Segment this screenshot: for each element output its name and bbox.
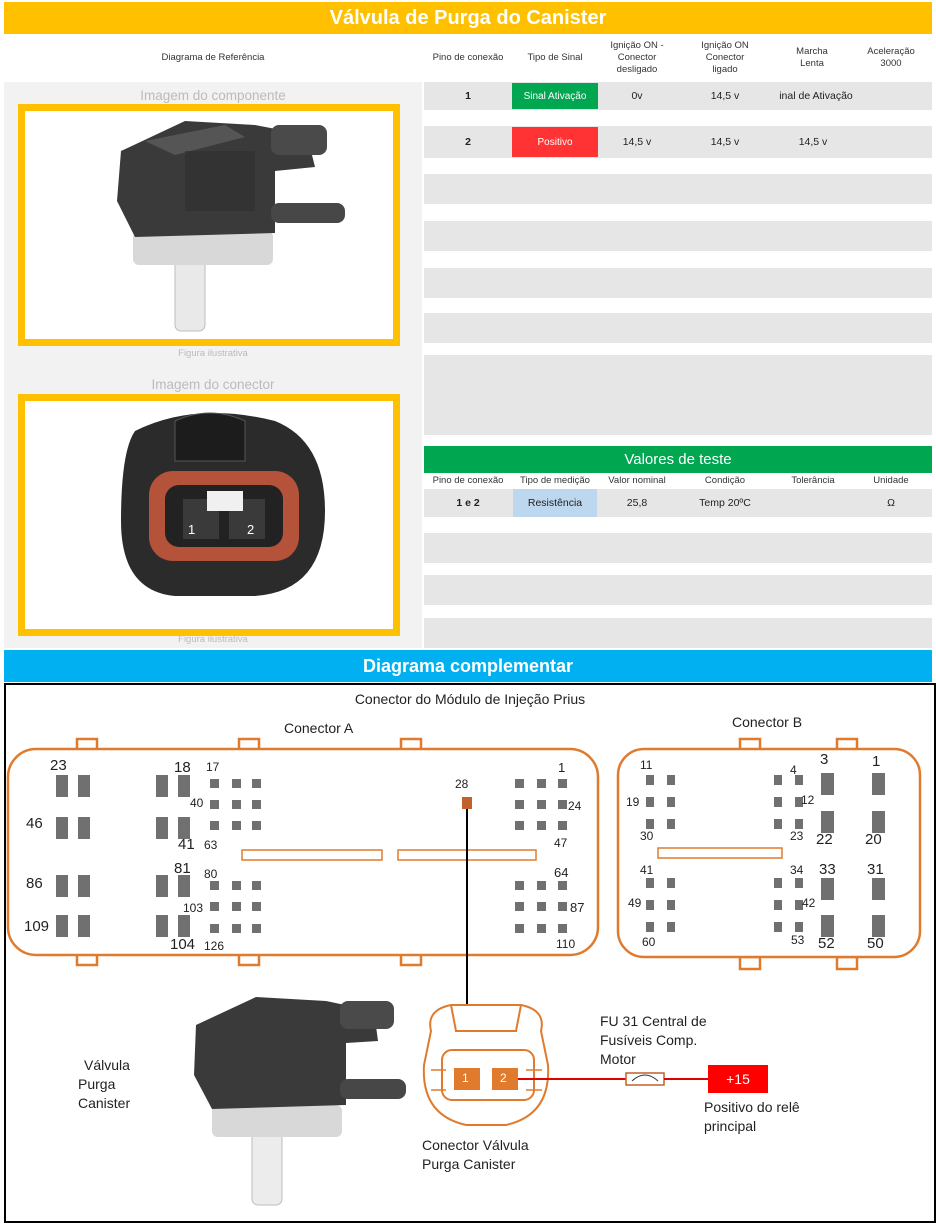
plug-label: Purga Canister xyxy=(422,1156,516,1172)
row1-ign-off: 0v xyxy=(631,90,643,102)
pin-label: 81 xyxy=(174,860,191,877)
test-h-pino: Pino de conexão xyxy=(432,475,504,486)
empty-row xyxy=(424,533,932,563)
signal-type-badge: Sinal Ativação xyxy=(512,83,598,109)
pin-label: 80 xyxy=(204,867,218,881)
test-nominal: 25,8 xyxy=(626,497,648,509)
connector-a-title: Conector A xyxy=(284,720,354,736)
pin-label: 31 xyxy=(867,861,884,878)
pin-label: 20 xyxy=(865,831,882,848)
pin-label: 104 xyxy=(170,936,196,953)
wiring-diagram xyxy=(4,683,936,1223)
page-title: Válvula de Purga do Canister xyxy=(4,2,932,34)
row2-marcha: 14,5 v xyxy=(798,136,828,148)
pin-label: 3 xyxy=(820,751,829,768)
pin-label: 1 xyxy=(558,760,566,775)
test-tipo-badge: Resistência xyxy=(513,489,597,517)
pin-label: 42 xyxy=(802,896,816,910)
diagram-title-bar: Diagrama complementar xyxy=(4,650,932,682)
header-ign-on: Ignição ON Conector ligado xyxy=(701,40,749,75)
pin-label: 40 xyxy=(190,796,204,810)
pin-label: 63 xyxy=(204,838,218,852)
pin-label: 87 xyxy=(570,900,585,915)
header-tipo: Tipo de Sinal xyxy=(527,52,583,63)
connector-pin-1-label: 1 xyxy=(188,522,196,537)
pin-label: 24 xyxy=(568,799,582,813)
row2-ign-on: 14,5 v xyxy=(710,136,740,148)
pin-label: 86 xyxy=(26,875,43,892)
pin-label: 47 xyxy=(554,836,568,850)
plug-pin-2: 2 xyxy=(500,1071,507,1085)
pin-label: 60 xyxy=(642,935,656,949)
pin-label: 23 xyxy=(50,757,67,774)
test-pino: 1 e 2 xyxy=(456,497,480,509)
pin-label: 17 xyxy=(206,760,220,774)
header-marcha: Marcha Lenta xyxy=(796,46,828,69)
pin-label: 52 xyxy=(818,935,835,952)
connector-image-frame xyxy=(18,394,400,636)
empty-row xyxy=(424,268,932,298)
power-label: +15 xyxy=(726,1071,750,1087)
pin-label: 64 xyxy=(554,865,569,880)
diagram-title: Conector do Módulo de Injeção Prius xyxy=(354,691,586,707)
figure-caption-2: Figura ilustrativa xyxy=(178,634,248,645)
test-h-cond: Condição xyxy=(704,475,746,486)
pin-label: 30 xyxy=(640,829,654,843)
pin-label: 49 xyxy=(628,896,642,910)
relay-label: Positivo do relê xyxy=(704,1099,800,1115)
test-values-title: Valores de teste xyxy=(424,446,932,473)
pin-label: 53 xyxy=(791,933,805,947)
pin-label: 46 xyxy=(26,815,43,832)
pin-label: 33 xyxy=(819,861,836,878)
empty-row xyxy=(424,174,932,204)
valve-label: Purga xyxy=(78,1076,116,1092)
fuse-label: Fusíveis Comp. xyxy=(600,1032,698,1048)
pin-label: 19 xyxy=(626,795,640,809)
pin-label: 34 xyxy=(790,863,804,877)
fuse-label: FU 31 Central de xyxy=(600,1013,707,1029)
purge-valve-image xyxy=(25,111,393,339)
connector-caption: Imagem do conector xyxy=(151,377,275,392)
pin-label: 22 xyxy=(816,831,833,848)
empty-row xyxy=(424,313,932,343)
purge-valve-diagram-image xyxy=(194,997,406,1205)
pin-label: 12 xyxy=(801,793,815,807)
figure-caption-1: Figura ilustrativa xyxy=(178,348,248,359)
pin-label: 41 xyxy=(178,836,195,853)
relay-label: principal xyxy=(704,1118,757,1134)
pin-label: 11 xyxy=(640,758,653,772)
pin-label: 41 xyxy=(640,863,654,877)
connector-a-outline xyxy=(8,739,598,965)
test-cond: Temp 20ºC xyxy=(699,497,751,509)
test-h-unid: Unidade xyxy=(873,475,909,486)
signal-type-badge: Positivo xyxy=(512,127,598,157)
header-pino: Pino de conexão xyxy=(432,52,504,63)
empty-row xyxy=(424,221,932,251)
test-unid: Ω xyxy=(887,497,895,509)
header-ign-off: Ignição ON - Conector desligado xyxy=(610,40,664,75)
connector-image xyxy=(25,401,393,629)
valve-label: Válvula xyxy=(84,1057,130,1073)
connector-pin-2-label: 2 xyxy=(247,522,255,537)
empty-row xyxy=(424,618,932,648)
valve-connector-plug xyxy=(424,1005,548,1125)
empty-row xyxy=(424,355,932,435)
plug-pin-1: 1 xyxy=(462,1071,469,1085)
pin-label: 28 xyxy=(455,777,469,791)
fuse-label: Motor xyxy=(600,1051,636,1067)
pin-label: 18 xyxy=(174,759,191,776)
component-image-frame xyxy=(18,104,400,346)
row1-ign-on: 14,5 v xyxy=(710,90,740,102)
pin-label: 126 xyxy=(204,939,225,953)
header-ref: Diagrama de Referência xyxy=(161,52,265,63)
pin-28-marker xyxy=(462,797,472,809)
plug-label: Conector Válvula xyxy=(422,1137,529,1153)
pin-2-cell: 2 xyxy=(465,136,471,148)
test-h-tipo: Tipo de medição xyxy=(520,475,590,486)
row1-marcha: inal de Ativação xyxy=(779,90,853,102)
pin-label: 103 xyxy=(183,901,204,915)
valve-label: Canister xyxy=(78,1095,131,1111)
pin-label: 23 xyxy=(790,829,804,843)
test-h-tol: Tolerância xyxy=(791,475,835,486)
empty-row xyxy=(424,575,932,605)
header-acel: Aceleração 3000 xyxy=(867,46,915,69)
row2-ign-off: 14,5 v xyxy=(622,136,652,148)
pin-label: 50 xyxy=(867,935,884,952)
component-caption: Imagem do componente xyxy=(140,88,286,103)
pin-label: 110 xyxy=(556,937,576,951)
connector-b-title: Conector B xyxy=(732,714,803,730)
pin-label: 4 xyxy=(790,763,797,777)
pin-label: 1 xyxy=(872,753,881,770)
test-h-nominal: Valor nominal xyxy=(608,475,666,486)
pin-1-cell: 1 xyxy=(465,90,471,102)
pin-label: 109 xyxy=(24,918,50,935)
